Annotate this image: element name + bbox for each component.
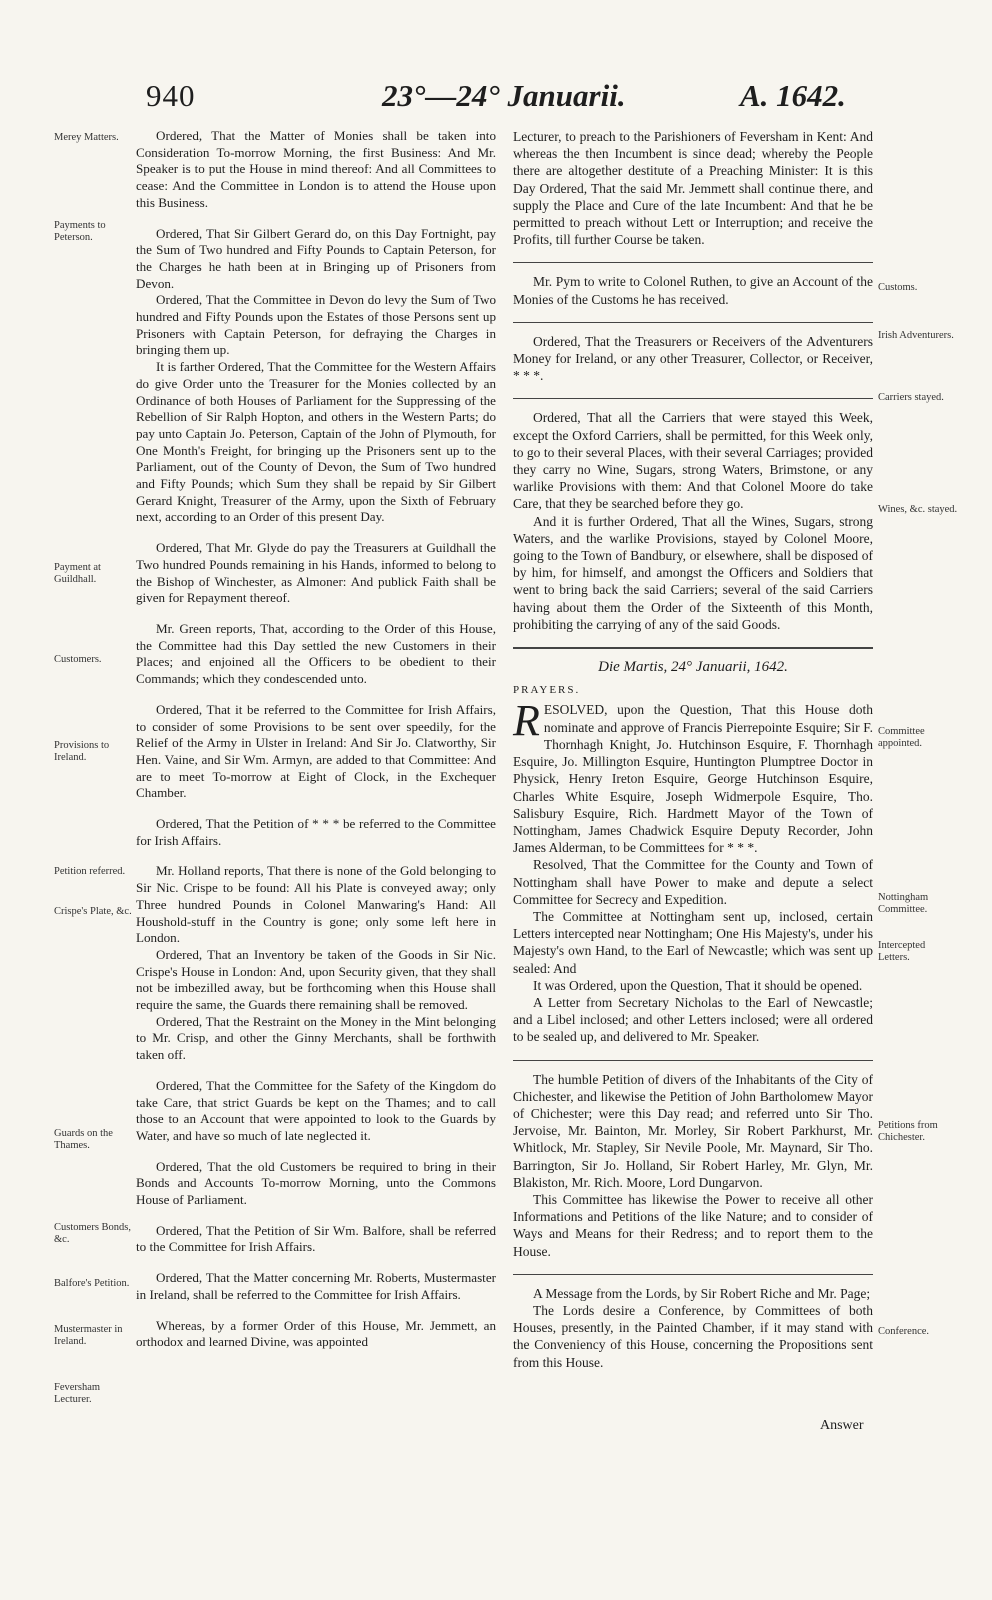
entry-chichester (513, 1071, 873, 1260)
paragraph: Resolved, That the Committee for the County and Town of Nottingham shall have Power to make and depute a select Committee for Secrecy and Expedition. (513, 857, 873, 907)
margin-note: Payment at Guildhall. (54, 562, 101, 585)
paragraph: ESOLVED, upon the Question, That this House doth nominate and approve of Francis Pierrepointe Esquire; Sir F. Thornhagh Knight, Jo. Hutchinson Esquire, F. Thornhagh Esquire, Jo. Millington Esquire, Huntington Plumptree Doctor in Physick, Henry Ireton Esquire, George Hutchinson Esquire, Charles White Esquire, Joseph Widmerpole Esquire, Tho. Salisbury Esquire, Rich. Hardmett Mayor of the Town of Nottingham, James Chadwick Esquire Deputy Recorder, John James Alderman, to be Committees for * * *. (513, 702, 873, 856)
entry-guildhall (136, 540, 496, 607)
entry-mustermaster (136, 1270, 496, 1303)
paragraph: Ordered, That all the Carriers that were stayed this Week, except the Oxford Carriers, shall be permitted, for this Week only, to go to their several Places, with their several Carriages; provided they carry no Wine, Sugars, strong Waters, Brimstone, or any warlike Provisions with them: And that Colonel Moore do take Care, that they be searched before they go. (513, 410, 873, 512)
section-rule (513, 1274, 873, 1275)
paragraph: Ordered, That the Committee for the Safety of the Kingdom do take Care, that strict Guards be kept on the Thames; and to call those to an Account that were appointed to look to the Guards by Water, and have so much of late neglected it. (136, 1077, 496, 1143)
page-header (0, 78, 992, 128)
margin-note: Conference. (878, 1326, 930, 1337)
entry-crispe-plate (136, 863, 496, 1063)
entry-committee-appointed (513, 696, 873, 1045)
paragraph: Ordered, That the old Customers be required to bring in their Bonds and Accounts To-morrow Morning, unto the Commons House of Parliament. (136, 1158, 496, 1208)
paragraph: The Lords desire a Conference, by Committees of both Houses, presently, in the Painted Chamber, if it may stand with the Conveniency of this House, concerning the Propositions sent from this House. (513, 1302, 873, 1370)
margin-note: Feversham Lecturer. (54, 1382, 101, 1405)
margin-note: Mustermaster in Ireland. (54, 1324, 123, 1347)
prayers-heading: PRAYERS. (513, 684, 581, 697)
section-rule (513, 262, 873, 263)
paragraph: A Letter from Secretary Nicholas to the Earl of Newcastle; and a Libel inclosed; and other Letters inclosed; were all ordered to be sealed up, and delivered to Mr. Speaker. (513, 994, 873, 1045)
entry-carriers (513, 409, 873, 633)
entry-customers-bonds (136, 1159, 496, 1209)
paragraph: Ordered, That an Inventory be taken of the Goods in Sir Nic. Crispe's House in London: And, upon Security given, that they shall not be imbezilled away, but be forthcoming when this House shall require the same, the Guards there remaining shall be removed. (136, 946, 496, 1013)
margin-note: Intercepted Letters. (878, 940, 926, 963)
paragraph: Mr. Holland reports, That there is none of the Gold belonging to Sir Nic. Crispe to be found: All his Plate is conveyed away; only Three hundred Pounds in Colonel Manwaring's Hand: All Houshold-stuff in the Country is gone; only some left here in London. (136, 863, 496, 946)
entry-conference (513, 1285, 873, 1371)
entry-petition-referred (136, 816, 496, 849)
margin-note: Customers Bonds, &c. (54, 1222, 132, 1245)
section-rule (513, 398, 873, 399)
page-number: 940 (146, 78, 196, 113)
paragraph: The Committee at Nottingham sent up, inclosed, certain Letters intercepted near Nottingham; One His Majesty's, under his Majesty's own Hand, to the Earl of Newcastle; which was sent up sealed: And (513, 908, 873, 976)
entry-balfore-petition (136, 1223, 496, 1256)
margin-note: Customers. (54, 654, 102, 665)
margin-note: Petition referred. (54, 866, 126, 877)
entry-guards-thames (136, 1078, 496, 1145)
paragraph: This Committee has likewise the Power to receive all other Informations and Petitions of the like Nature; and to consider of Ways and Means for their Redress; and to report them to the House. (513, 1191, 873, 1259)
paragraph: The humble Petition of divers of the Inhabitants of the City of Chichester, and likewise the Petition of John Bartholomew Mayor of Chichester; were this Day read; and referred unto Sir Tho. Jervoise, Mr. Bainton, Mr. Morley, Sir Robert Parkhurst, Mr. Whitlock, Mr. Stapley, Sir Nevile Poole, Mr. Maynard, Sir Tho. Barrington, Sir Jo. Holland, Sir Robert Harley, Mr. Glyn, Mr. Blakiston, Mr. Rich. Moore, Lord Dungarvon. (513, 1071, 873, 1190)
paragraph: Whereas, by a former Order of this House, Mr. Jemmett, an orthodox and learned Divine, was appointed (136, 1317, 496, 1350)
entry-customs (513, 273, 873, 307)
paragraph: Ordered, That it be referred to the Committee for Irish Affairs, to consider of some Provisions to be sent over speedily, for the Relief of the Army in Ulster in Ireland: And Sir Jo. Clatworthy, Sir Hen. Vaine, and Sir Wm. Armyn, are added to that Committee: And are to meet To-morrow at Eight of Clock, in the Exchequer Chamber. (136, 701, 496, 801)
entry-peterson (136, 226, 496, 527)
entry-customers (136, 621, 496, 688)
entry-money-matters (136, 128, 496, 212)
year-heading: A. 1642. (740, 78, 846, 113)
paragraph: Ordered, That Mr. Glyde do pay the Treasurers at Guildhall the Two hundred Pounds remaining in his Hands, informed to belong to the Bishop of Winchester, as Almoner: And publick Faith shall be given for Repayment thereof. (136, 540, 496, 606)
margin-note: Carriers stayed. (878, 392, 944, 403)
paragraph: Mr. Pym to write to Colonel Ruthen, to give an Account of the Monies of the Customs he has received. (513, 274, 873, 307)
entry-feversham-cont (513, 128, 873, 248)
margin-note: Payments to Peterson. (54, 220, 106, 243)
paragraph: Lecturer, to preach to the Parishioners of Feversham in Kent: And whereas the then Incumbent is since dead; whereby the People there are altogether destitute of a Preaching Minister: It is this Day Ordered, That the said Mr. Jemmett shall continue there, and supply the Place and Cure of the late Incumbent: And that he be permitted to preach without Lett or Interruption; and receive the Profits, till further Course be taken. (513, 129, 873, 248)
paragraph: Ordered, That the Treasurers or Receivers of the Adventurers Money for Ireland, or any other Treasurer, Collector, or Receiver, * * *. (513, 333, 873, 384)
section-rule (513, 1060, 873, 1061)
paragraph: Ordered, That the Committee in Devon do levy the Sum of Two hundred and Fifty Pounds upon the Estates of those Persons sent up Prisoners with Captain Peterson, for defraying the Charges in bringing them up. (136, 292, 496, 358)
paragraph: Ordered, That the Petition of * * * be referred to the Committee for Irish Affairs. (136, 816, 496, 848)
margin-note: Crispe's Plate, &c. (54, 906, 132, 917)
paragraph: Ordered, That the Matter concerning Mr. Roberts, Mustermaster in Ireland, shall be referred to the Committee for Irish Affairs. (136, 1270, 496, 1302)
paragraph: Ordered, That the Matter of Monies shall be taken into Consideration To-morrow Morning, the first Business: And Mr. Speaker is to put the House in mind thereof: And all Committees to cease: And the Committee in London is to attend the House upon this Business. (136, 128, 496, 210)
day-rule (513, 647, 873, 649)
margin-note: Customs. (878, 282, 918, 293)
right-column (513, 128, 873, 1385)
section-rule (513, 322, 873, 323)
entry-feversham (136, 1318, 496, 1351)
margin-note: Merey Matters. (54, 132, 119, 143)
left-column (136, 128, 496, 1365)
entry-irish-adventurers (513, 333, 873, 385)
paragraph: A Message from the Lords, by Sir Robert Riche and Mr. Page; (533, 1285, 871, 1301)
margin-note: Petitions from Chichester. (878, 1120, 938, 1143)
paragraph: And it is further Ordered, That all the Wines, Sugars, strong Waters, and the warlike Provisions, stayed by Colonel Moore, going to the Town of Bandbury, or elsewhere, shall be disposed of by him, for himself, and amongst the Officers and Soldiers that went to bring back the said Carriers; several of the said Carriers having about them the Order of the Sixteenth of this Month, prohibiting the carrying of any of the said Goods. (513, 513, 873, 632)
paragraph: Mr. Green reports, That, according to the Order of this House, the Committee had this Day settled the new Customers in their Places; and enjoined all the Officers to be obedient to their Commands; which they condescended unto. (136, 620, 496, 687)
margin-note: Provisions to Ireland. (54, 740, 110, 763)
margin-note: Irish Adventurers. (878, 330, 954, 341)
margin-note: Guards on the Thames. (54, 1128, 113, 1151)
paragraph: Ordered, That the Restraint on the Money in the Mint belonging to Mr. Crisp, and other the Ginny Merchants, shall be forthwith taken off. (136, 1013, 496, 1063)
margin-note: Nottingham Committee. (878, 892, 929, 915)
catchword: Answer (820, 1418, 864, 1433)
margin-note: Balfore's Petition. (54, 1278, 130, 1289)
paragraph: Ordered, That the Petition of Sir Wm. Balfore, shall be referred to the Committee for Irish Affairs. (136, 1222, 496, 1255)
date-heading: 23°—24° Januarii. (382, 78, 626, 113)
entry-provisions-ireland (136, 702, 496, 802)
drop-capital: R (513, 696, 540, 746)
paragraph: It was Ordered, upon the Question, That it should be opened. (533, 977, 863, 993)
paragraph: Ordered, That Sir Gilbert Gerard do, on this Day Fortnight, pay the Sum of Two hundred and Fifty Pounds to Captain Peterson, for the Charges he hath been at in Bringing up of Prisoners from Devon. (136, 225, 496, 291)
margin-note: Wines, &c. stayed. (878, 504, 958, 515)
paragraph: It is farther Ordered, That the Committee for the Western Affairs do give Order unto the Treasurer for the Monies collected by an Ordinance of both Houses of Parliament for the Suppressing of the Rebellion of Sir Ralph Hopton, and others in the Western Parts; do pay unto Captain Jo. Peterson, Captain of the John of Plymouth, for One Month's Freight, for bringing up the Prisoners sent up to the Parliament, out of the County of Devon, the Sum of Two hundred and Fifty Pounds; which Sum they shall be repaid by Sir Gilbert Gerard Knight, Treasurer of the Army, upon the Sixth of February next, according to an Order of this present Day. (136, 359, 496, 525)
dateline: Die Martis, 24° Januarii, 1642. (598, 659, 788, 676)
margin-note: Committee appointed. (878, 726, 925, 749)
